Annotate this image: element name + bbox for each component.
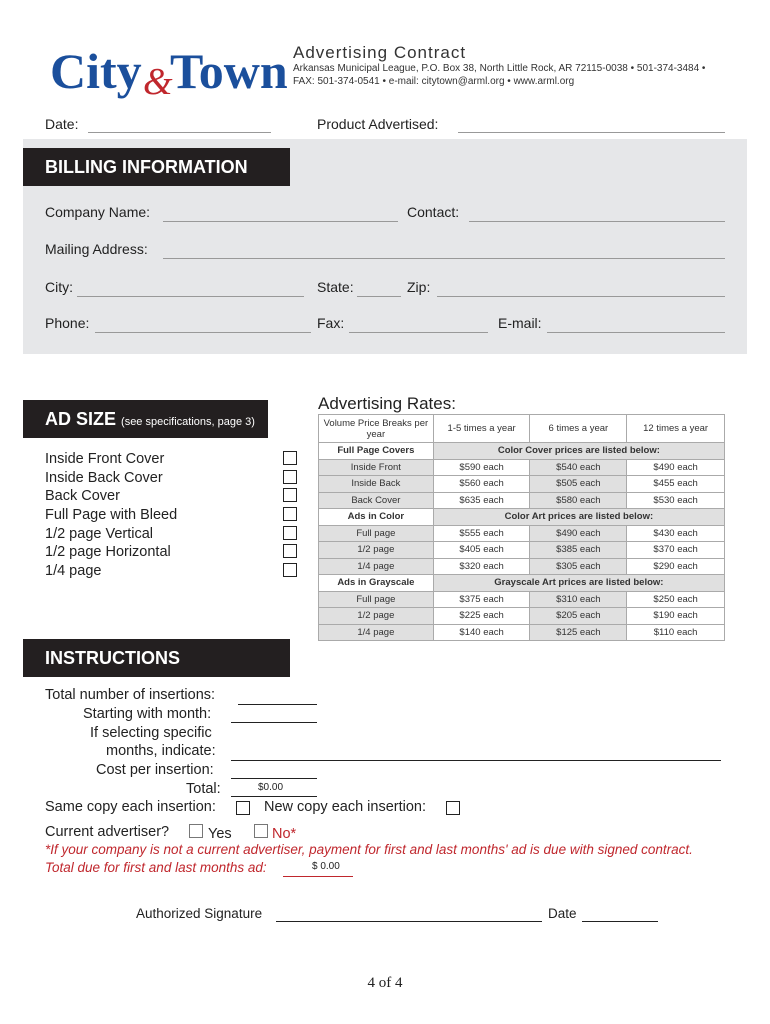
svg-text:Town: Town: [170, 43, 288, 99]
zip-label: Zip:: [407, 279, 431, 295]
specific-months-label-2: months, indicate:: [106, 743, 216, 759]
adsize-list: [45, 450, 300, 581]
table-row: Inside Front $590 each $540 each $490 each: [319, 459, 725, 476]
state-label: State:: [317, 279, 354, 295]
total-field[interactable]: [231, 795, 317, 797]
cost-label: Cost per insertion:: [96, 762, 214, 778]
signature-field[interactable]: [276, 920, 542, 922]
zip-field[interactable]: [437, 295, 725, 297]
checkbox[interactable]: [283, 488, 297, 502]
rates-title: Advertising Rates:: [318, 394, 456, 413]
signature-date-field[interactable]: [582, 920, 658, 922]
fax-field[interactable]: [349, 331, 488, 333]
contact-field[interactable]: [469, 220, 725, 222]
footnote: *If your company is not a current advertiser, payment for first and last months' ad is due with signed contract.: [45, 842, 693, 857]
total-due-field[interactable]: [283, 875, 353, 877]
date-field[interactable]: [88, 131, 271, 133]
product-label: Product Advertised:: [317, 116, 439, 132]
city-town-logo: [50, 38, 288, 108]
no-label: No*: [272, 826, 297, 842]
adsize-option[interactable]: 1/2 page Vertical: [45, 525, 300, 544]
starting-month-label: Starting with month:: [83, 706, 212, 722]
page-number: 4 of 4: [367, 975, 403, 991]
starting-month-field[interactable]: [231, 721, 317, 723]
new-copy-label: New copy each insertion:: [264, 799, 426, 815]
table-row: Full page $555 each $490 each $430 each: [319, 525, 725, 542]
new-copy-checkbox[interactable]: [446, 801, 460, 815]
state-field[interactable]: [357, 295, 401, 297]
checkbox[interactable]: [283, 507, 297, 521]
contact-label: Contact:: [407, 204, 460, 220]
total-due-label: Total due for first and last months ad:: [45, 860, 267, 875]
yes-label: Yes: [208, 826, 232, 842]
rates-table: [318, 414, 725, 641]
total-insertions-field[interactable]: [238, 703, 317, 705]
table-row: 1/4 page $320 each $305 each $290 each: [319, 558, 725, 575]
current-advertiser-label: Current advertiser?: [45, 824, 170, 840]
checkbox[interactable]: [283, 451, 297, 465]
phone-label: Phone:: [45, 315, 90, 331]
table-row: 1/2 page $225 each $205 each $190 each: [319, 608, 725, 625]
no-checkbox[interactable]: [254, 824, 268, 838]
cost-field[interactable]: [231, 777, 317, 779]
same-copy-label: Same copy each insertion:: [45, 799, 216, 815]
product-field[interactable]: [458, 131, 725, 133]
adsize-option[interactable]: 1/2 page Horizontal: [45, 543, 300, 562]
svg-text:&: &: [143, 61, 173, 103]
email-label: E-mail:: [498, 315, 542, 331]
instructions-heading: INSTRUCTIONS: [23, 639, 290, 677]
table-header-row: Volume Price Breaks per year 1-5 times a year 6 times a year 12 times a year: [319, 415, 725, 443]
city-label: City:: [45, 279, 73, 295]
section-row: Ads in Grayscale Grayscale Art prices are listed below:: [319, 575, 725, 592]
company-label: Company Name:: [45, 204, 151, 220]
total-due-value: $ 0.00: [312, 861, 340, 872]
yes-checkbox[interactable]: [189, 824, 203, 838]
date-label: Date:: [45, 116, 79, 132]
checkbox[interactable]: [283, 470, 297, 484]
table-row: Back Cover $635 each $580 each $530 each: [319, 492, 725, 509]
table-row: 1/4 page $140 each $125 each $110 each: [319, 624, 725, 641]
adsize-option[interactable]: 1/4 page: [45, 562, 300, 581]
same-copy-checkbox[interactable]: [236, 801, 250, 815]
checkbox[interactable]: [283, 544, 297, 558]
billing-heading: BILLING INFORMATION: [23, 148, 290, 186]
table-row: Inside Back $560 each $505 each $455 each: [319, 476, 725, 493]
table-row: Full page $375 each $310 each $250 each: [319, 591, 725, 608]
adsize-option[interactable]: Back Cover: [45, 487, 300, 506]
email-field[interactable]: [547, 331, 725, 333]
contract-title: Advertising Contract: [293, 43, 467, 62]
total-label: Total:: [186, 781, 221, 797]
checkbox[interactable]: [283, 526, 297, 540]
section-row: Ads in Color Color Art prices are listed below:: [319, 509, 725, 526]
adsize-heading: AD SIZE (see specifications, page 3): [23, 400, 268, 438]
signature-label: Authorized Signature: [136, 906, 263, 921]
address-block: Arkansas Municipal League, P.O. Box 38, North Little Rock, AR 72115-0038 • 501-374-3484 • FAX: 501-374-0541 • e-mail: citytown@arml.org • www.arml.org: [293, 63, 706, 87]
adsize-note: (see specifications, page 3): [121, 416, 255, 428]
city-field[interactable]: [77, 295, 304, 297]
table-row: 1/2 page $405 each $385 each $370 each: [319, 542, 725, 559]
company-field[interactable]: [163, 220, 398, 222]
section-row: Full Page Covers Color Cover prices are listed below:: [319, 443, 725, 460]
adsize-option[interactable]: Inside Front Cover: [45, 450, 300, 469]
specific-months-field[interactable]: [231, 759, 721, 761]
signature-date-label: Date: [548, 906, 577, 921]
checkbox[interactable]: [283, 563, 297, 577]
mailing-label: Mailing Address:: [45, 241, 148, 257]
adsize-option[interactable]: Full Page with Bleed: [45, 506, 300, 525]
svg-text:City: City: [50, 43, 142, 99]
adsize-option[interactable]: Inside Back Cover: [45, 469, 300, 488]
total-insertions-label: Total number of insertions:: [45, 687, 216, 703]
specific-months-label: If selecting specific: [90, 725, 212, 741]
total-value: $0.00: [258, 782, 284, 793]
fax-label: Fax:: [317, 315, 345, 331]
phone-field[interactable]: [95, 331, 311, 333]
mailing-field[interactable]: [163, 257, 725, 259]
